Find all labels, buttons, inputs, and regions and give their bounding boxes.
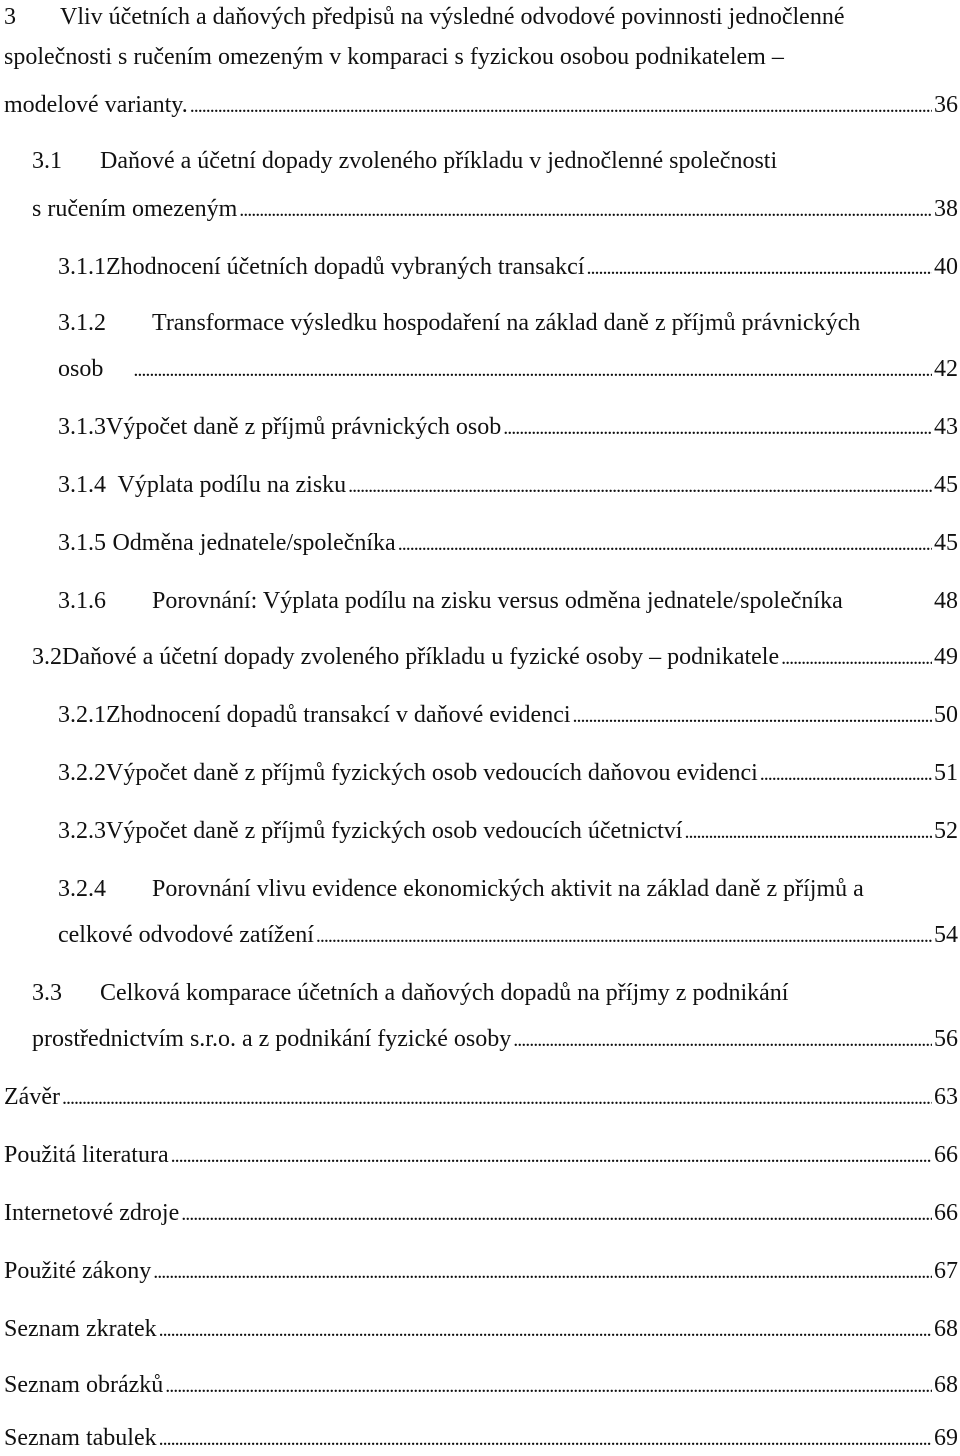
- toc-title-cont: modelové varianty.: [4, 92, 188, 118]
- leader-dots: [153, 1254, 932, 1289]
- toc-entry-3[interactable]: [0, 0, 960, 34]
- toc-entry-3-cont: [4, 40, 958, 74]
- leader-dots: [316, 918, 932, 953]
- toc-title: Daňové a účetní dopady zvoleného příkladu v jednočlenné společnosti: [100, 148, 778, 174]
- toc-page: 43: [934, 414, 958, 440]
- toc-title: Výpočet daně z příjmů fyzických osob vedoucích účetnictví: [106, 818, 683, 844]
- toc-page: 68: [934, 1316, 958, 1342]
- toc-title: Výpočet daně z příjmů právnických osob: [106, 414, 502, 440]
- toc-title: Celková komparace účetních a daňových dopadů na příjmy z podnikání: [100, 980, 789, 1006]
- toc-title: Seznam zkratek: [4, 1316, 157, 1342]
- toc-title: Výplata podílu na zisku: [117, 472, 347, 498]
- toc-number: 3.1.2: [58, 310, 106, 336]
- leader-dots: [159, 1312, 932, 1347]
- leader-dots: [348, 468, 932, 503]
- toc-entry-seznam-obrazku[interactable]: [4, 1368, 958, 1402]
- leader-dots: [239, 192, 932, 227]
- toc-number: 3.3: [32, 980, 62, 1006]
- toc-entry-3-3-end: [32, 1022, 958, 1056]
- toc-entry-3-1-end: [32, 192, 958, 226]
- toc-number: 3.2.2: [58, 760, 106, 786]
- toc-entry-3-3[interactable]: [0, 976, 960, 1010]
- toc-page: 54: [934, 922, 958, 948]
- toc-title-cont: s ručením omezeným: [32, 196, 238, 222]
- toc-page: 36: [934, 92, 958, 118]
- toc-title-cont: celkové odvodové zatížení: [58, 922, 314, 948]
- toc-page: 42: [934, 356, 958, 382]
- toc-title: Zhodnocení dopadů transakcí v daňové evidenci: [106, 702, 571, 728]
- toc-entry-3-1-3[interactable]: [58, 410, 958, 444]
- toc-entry-pouzita-literatura[interactable]: [4, 1138, 958, 1172]
- toc-title: Použité zákony: [4, 1258, 152, 1284]
- toc-entry-3-2[interactable]: [32, 640, 958, 674]
- toc-page: 48: [934, 588, 958, 614]
- toc-entry-zaver[interactable]: [4, 1080, 958, 1114]
- toc-title: Seznam obrázků: [4, 1372, 164, 1398]
- toc-entry-pouzite-zakony[interactable]: [4, 1254, 958, 1288]
- leader-dots: [165, 1368, 932, 1403]
- toc-number: 3: [4, 4, 16, 30]
- toc-entry-3-2-2[interactable]: [58, 756, 958, 790]
- toc-entry-3-1[interactable]: [0, 144, 960, 178]
- toc-entry-seznam-zkratek[interactable]: [4, 1312, 958, 1346]
- toc-title-cont: osob: [58, 356, 104, 382]
- leader-dots: [684, 814, 932, 849]
- toc-page: 49: [934, 644, 958, 670]
- toc-number: 3.1.5: [58, 530, 106, 556]
- leader-dots: [190, 88, 932, 123]
- toc-entry-seznam-tabulek[interactable]: [4, 1421, 958, 1455]
- leader-dots: [159, 1421, 932, 1456]
- toc-page: 67: [934, 1258, 958, 1284]
- toc-title: Internetové zdroje: [4, 1200, 180, 1226]
- toc-title: Vliv účetních a daňových předpisů na výsledné odvodové povinnosti jednočlenné: [60, 4, 845, 30]
- leader-dots: [398, 526, 932, 561]
- toc-page: 56: [934, 1026, 958, 1052]
- toc-title: Použitá literatura: [4, 1142, 169, 1168]
- toc-number: 3.2.3: [58, 818, 106, 844]
- toc-title-cont: prostřednictvím s.r.o. a z podnikání fyzické osoby: [32, 1026, 512, 1052]
- toc-page: 45: [934, 472, 958, 498]
- toc-title: Zhodnocení účetních dopadů vybraných transakcí: [106, 254, 585, 280]
- leader-dots: [503, 410, 932, 445]
- toc-entry-3-2-4-end: [58, 918, 958, 952]
- toc-entry-3-2-3[interactable]: [58, 814, 958, 848]
- leader-dots: [62, 1080, 932, 1115]
- toc-title: Výpočet daně z příjmů fyzických osob vedoucích daňovou evidenci: [106, 760, 758, 786]
- toc-title-cont: společnosti s ručením omezeným v komparaci s fyzickou osobou podnikatelem –: [4, 44, 784, 70]
- toc-page: 63: [934, 1084, 958, 1110]
- toc-entry-internetove-zdroje[interactable]: [4, 1196, 958, 1230]
- toc-number: 3.1.1: [58, 254, 106, 280]
- toc-entry-3-1-1[interactable]: [58, 250, 958, 284]
- toc-page: 66: [934, 1200, 958, 1226]
- toc-title: Odměna jednatele/společníka: [112, 530, 396, 556]
- toc-page: 38: [934, 196, 958, 222]
- toc-title: Seznam tabulek: [4, 1425, 157, 1451]
- toc-entry-3-1-4[interactable]: [58, 468, 958, 502]
- toc-page: 51: [934, 760, 958, 786]
- toc-number: 3.1: [32, 148, 62, 174]
- leader-dots: [781, 640, 932, 675]
- toc-entry-3-2-1[interactable]: [58, 698, 958, 732]
- toc-entry-3-1-5[interactable]: [58, 526, 958, 560]
- toc-entry-3-end: [4, 88, 958, 122]
- toc-entry-3-1-2-end: [58, 352, 958, 386]
- toc-number: 3.2.4: [58, 876, 106, 902]
- toc-number: 3.2.1: [58, 702, 106, 728]
- toc-title: Porovnání: Výplata podílu na zisku versus odměna jednatele/společníka: [152, 588, 843, 614]
- leader-dots: [181, 1196, 932, 1231]
- toc-page: 45: [934, 530, 958, 556]
- toc-title: Daňové a účetní dopady zvoleného příkladu u fyzické osoby – podnikatele: [62, 644, 780, 670]
- toc-title: Závěr: [4, 1084, 60, 1110]
- toc-number: 3.1.3: [58, 414, 106, 440]
- leader-dots: [133, 352, 932, 387]
- leader-dots: [587, 250, 933, 285]
- leader-dots: [513, 1022, 932, 1057]
- toc-title: Transformace výsledku hospodaření na základ daně z příjmů právnických: [152, 310, 861, 336]
- toc-entry-3-1-2[interactable]: [0, 306, 960, 340]
- toc-page: 68: [934, 1372, 958, 1398]
- toc-page: 52: [934, 818, 958, 844]
- leader-dots: [760, 756, 932, 791]
- toc-number: 3.1.4: [58, 472, 106, 498]
- toc-number: 3.1.6: [58, 588, 106, 614]
- toc-number: 3.2: [32, 644, 62, 670]
- toc-page: 50: [934, 702, 958, 728]
- toc-title: Porovnání vlivu evidence ekonomických aktivit na základ daně z příjmů a: [152, 876, 864, 902]
- toc-entry-3-1-6[interactable]: [58, 584, 958, 618]
- toc-page: 66: [934, 1142, 958, 1168]
- toc-page: 69: [934, 1425, 958, 1451]
- toc-entry-3-2-4[interactable]: [0, 872, 960, 906]
- toc-page: 40: [934, 254, 958, 280]
- leader-dots: [171, 1138, 932, 1173]
- leader-dots: [573, 698, 932, 733]
